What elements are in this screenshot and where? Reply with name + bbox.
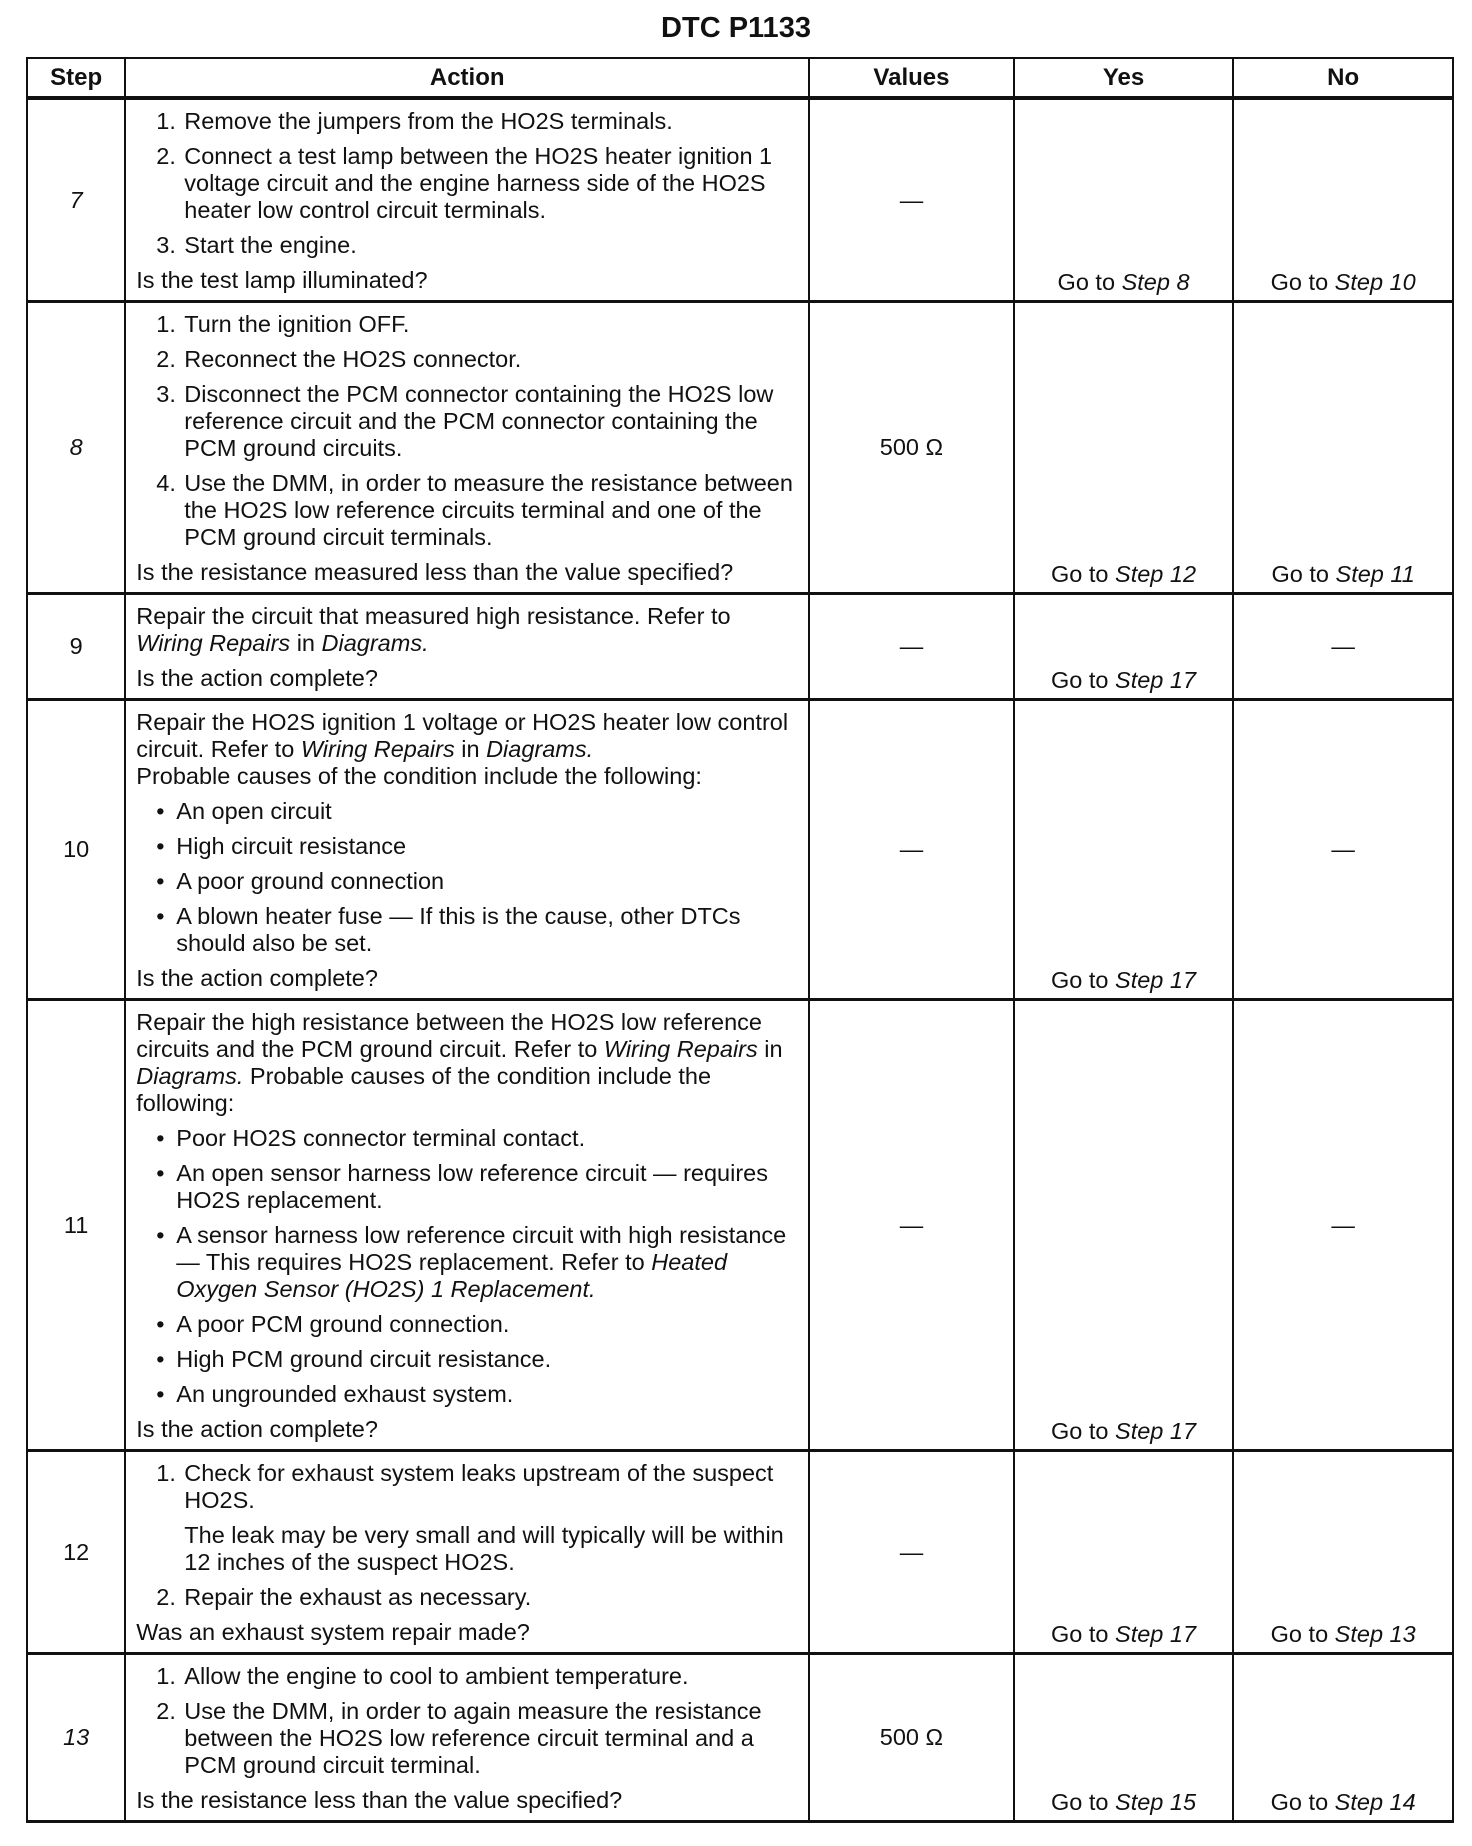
action-text: Repair the HO2S ignition 1 voltage or HO2S heater low control circuit. Refer to Wiring Repairs in Diagrams. Probable causes of the condition include the following: bbox=[136, 709, 789, 789]
step-number: 8 bbox=[27, 302, 125, 594]
no-cell: — bbox=[1233, 1000, 1453, 1451]
list-item: • An ungrounded exhaust system. bbox=[156, 1381, 514, 1407]
value-cell: — bbox=[809, 1451, 1014, 1654]
action-text: Repair the high resistance between the HO2S low reference circuits and the PCM ground circuit. Refer to Wiring Repairs in Diagrams. Probable causes of the condition include the following: bbox=[136, 1009, 783, 1116]
no-cell: — bbox=[1233, 700, 1453, 1000]
table-row bbox=[27, 302, 1453, 594]
step-number: 9 bbox=[27, 594, 125, 700]
action-cell bbox=[125, 1451, 809, 1654]
header-action: Action bbox=[125, 58, 809, 98]
value-cell: 500 Ω bbox=[809, 1654, 1014, 1822]
list-item: 1. Turn the ignition OFF. bbox=[156, 311, 410, 337]
table-row bbox=[27, 594, 1453, 700]
no-cell: Go to Step 13 bbox=[1233, 1451, 1453, 1654]
action-note: The leak may be very small and will typically will be within 12 inches of the suspect HO2S. bbox=[184, 1522, 784, 1575]
action-cell bbox=[125, 1000, 809, 1451]
value-cell: — bbox=[809, 1000, 1014, 1451]
header-yes: Yes bbox=[1014, 58, 1234, 98]
value-cell: — bbox=[809, 700, 1014, 1000]
yes-cell: Go to Step 15 bbox=[1014, 1654, 1234, 1822]
yes-cell: Go to Step 8 bbox=[1014, 98, 1234, 302]
table-row bbox=[27, 98, 1453, 302]
header-no: No bbox=[1233, 58, 1453, 98]
step-number: 11 bbox=[27, 1000, 125, 1451]
no-cell: Go to Step 14 bbox=[1233, 1654, 1453, 1822]
list-item: 2. Reconnect the HO2S connector. bbox=[156, 346, 522, 372]
action-text: Repair the circuit that measured high resistance. Refer to Wiring Repairs in Diagrams. bbox=[136, 603, 731, 656]
action-cell bbox=[125, 98, 809, 302]
table-row bbox=[27, 1000, 1453, 1451]
list-item: • An open sensor harness low reference circuit — requires HO2S replacement. bbox=[156, 1160, 768, 1213]
no-cell: — bbox=[1233, 594, 1453, 700]
step-number: 7 bbox=[27, 98, 125, 302]
list-item: 1. Allow the engine to cool to ambient temperature. bbox=[156, 1663, 689, 1689]
list-item: • High circuit resistance bbox=[156, 833, 407, 859]
list-item: 3. Disconnect the PCM connector containing the HO2S low reference circuit and the PCM connector containing the PCM ground circuits. bbox=[156, 381, 774, 461]
action-cell bbox=[125, 700, 809, 1000]
header-values: Values bbox=[809, 58, 1014, 98]
step-question: Is the test lamp illuminated? bbox=[136, 267, 428, 293]
step-question: Is the resistance measured less than the value specified? bbox=[136, 559, 734, 585]
step-question: Is the action complete? bbox=[136, 1416, 378, 1442]
yes-cell: Go to Step 17 bbox=[1014, 700, 1234, 1000]
action-cell bbox=[125, 594, 809, 700]
no-cell: Go to Step 10 bbox=[1233, 98, 1453, 302]
table-row bbox=[27, 1654, 1453, 1822]
header-step: Step bbox=[27, 58, 125, 98]
table-row bbox=[27, 1451, 1453, 1654]
list-item: 1. Check for exhaust system leaks upstream of the suspect HO2S. bbox=[156, 1460, 774, 1513]
list-item: 2. Use the DMM, in order to again measure the resistance between the HO2S low reference circuit terminal and a PCM ground circuit terminal. bbox=[156, 1698, 762, 1778]
table-header-row bbox=[27, 58, 1453, 98]
list-item: • An open circuit bbox=[156, 798, 332, 824]
action-cell bbox=[125, 302, 809, 594]
list-item: 3. Start the engine. bbox=[156, 232, 357, 258]
list-item: 1. Remove the jumpers from the HO2S terminals. bbox=[156, 108, 673, 134]
yes-cell: Go to Step 12 bbox=[1014, 302, 1234, 594]
value-cell: 500 Ω bbox=[809, 302, 1014, 594]
list-item: • A poor ground connection bbox=[156, 868, 445, 894]
value-cell: — bbox=[809, 98, 1014, 302]
no-cell: Go to Step 11 bbox=[1233, 302, 1453, 594]
yes-cell: Go to Step 17 bbox=[1014, 1451, 1234, 1654]
list-item: • A blown heater fuse — If this is the cause, other DTCs should also be set. bbox=[156, 903, 741, 956]
value-cell: — bbox=[809, 594, 1014, 700]
step-question: Is the action complete? bbox=[136, 665, 378, 691]
step-number: 13 bbox=[27, 1654, 125, 1822]
list-item: 4. Use the DMM, in order to measure the resistance between the HO2S low reference circuits terminal and one of the PCM ground circuit terminals. bbox=[156, 470, 793, 550]
action-cell bbox=[125, 1654, 809, 1822]
list-item: 2. Connect a test lamp between the HO2S heater ignition 1 voltage circuit and the engine harness side of the HO2S heater low control circuit terminals. bbox=[156, 143, 773, 223]
list-item: • A poor PCM ground connection. bbox=[156, 1311, 510, 1337]
list-item: • High PCM ground circuit resistance. bbox=[156, 1346, 552, 1372]
list-item: 2. Repair the exhaust as necessary. bbox=[156, 1584, 532, 1610]
dtc-table bbox=[26, 57, 1454, 1823]
step-number: 12 bbox=[27, 1451, 125, 1654]
list-item: • A sensor harness low reference circuit with high resistance — This requires HO2S replacement. Refer to Heated Oxygen Sensor (HO2S) 1 Replacement. bbox=[156, 1222, 787, 1302]
page-title: DTC P1133 bbox=[661, 12, 811, 44]
yes-cell: Go to Step 17 bbox=[1014, 1000, 1234, 1451]
step-question: Was an exhaust system repair made? bbox=[136, 1619, 530, 1645]
step-question: Is the resistance less than the value specified? bbox=[136, 1787, 623, 1813]
yes-cell: Go to Step 17 bbox=[1014, 594, 1234, 700]
table-row bbox=[27, 700, 1453, 1000]
step-number: 10 bbox=[27, 700, 125, 1000]
step-question: Is the action complete? bbox=[136, 965, 378, 991]
list-item: • Poor HO2S connector terminal contact. bbox=[156, 1125, 586, 1151]
